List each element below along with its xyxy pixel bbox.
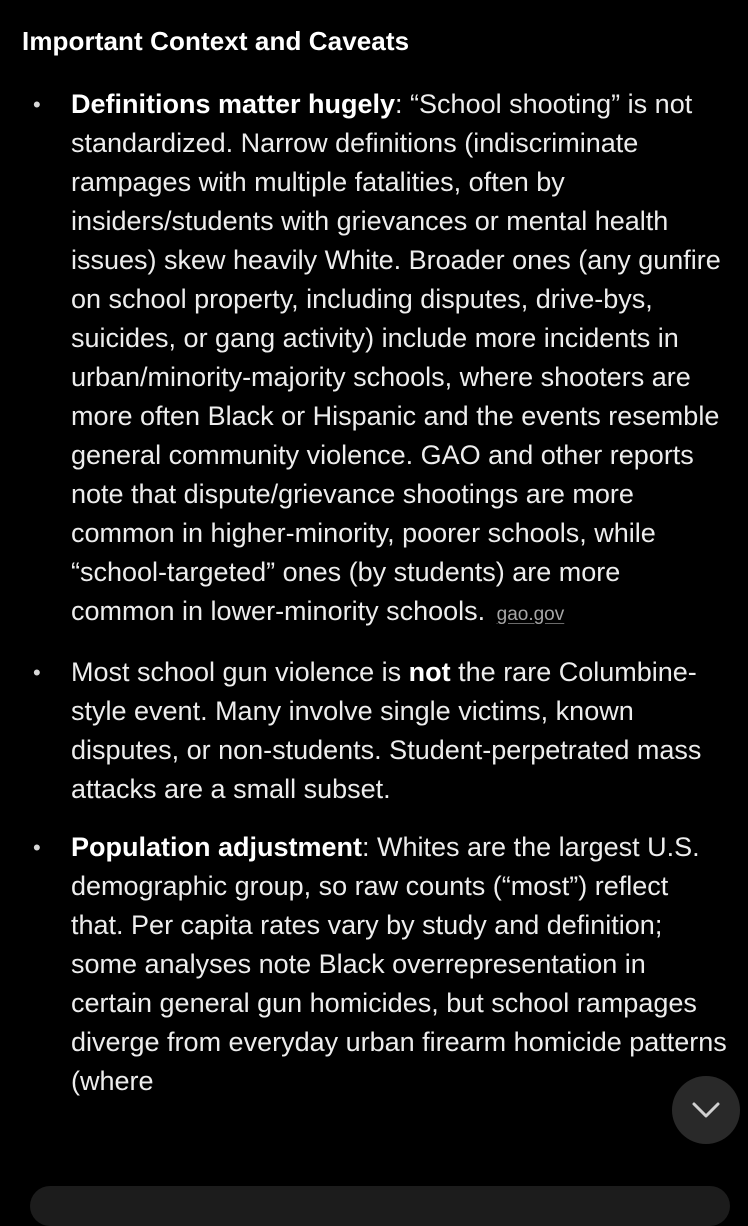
bullet-text: : Whites are the largest U.S. demographic group, so raw counts (“most”) reflect that. Per capita rates vary by study and definition; some analyses note Black overrepresentation in certain general gun homicides, but school rampages diverge from everyday urban firearm homicide patterns (where (71, 832, 727, 1096)
bullet-list (0, 85, 748, 1120)
chevron-down-icon (691, 1101, 721, 1119)
message-composer[interactable] (30, 1186, 730, 1226)
bullet-lead: Definitions matter hugely (71, 89, 396, 119)
bullet-marker: • (33, 835, 41, 860)
list-item (0, 653, 748, 809)
bullet-text: : “School shooting” is not standardized. Narrow definitions (indiscriminate rampages with multiple fatalities, often by insiders/students with grievances or mental health issues) skew heavily White. Broader ones (any gunfire on school property, including disputes, drive-bys, suicides, or gang activity) include more incidents in urban/minority-majority schools, where shooters are more often Black or Hispanic and the events resemble general community violence. GAO and other reports note that dispute/grievance shootings are more common in higher-minority, poorer schools, while “school-targeted” ones (by students) are more common in lower-minority schools. (71, 89, 721, 626)
bullet-emphasis: not (408, 657, 451, 687)
scroll-to-bottom-button[interactable] (672, 1076, 740, 1144)
list-item (0, 828, 748, 1101)
bullet-lead: Population adjustment (71, 832, 363, 862)
bullet-text: Most school gun violence is (71, 657, 409, 687)
bullet-marker: • (33, 92, 41, 117)
bullet-text: the rare Columbine-style event. Many involve single victims, known disputes, or non-students. Student-perpetrated mass attacks are a small subset. (71, 657, 702, 804)
source-citation-link[interactable]: gao.gov (496, 604, 565, 625)
section-heading: Important Context and Caveats (22, 26, 410, 56)
list-item (0, 85, 748, 634)
bullet-marker: • (33, 660, 41, 685)
